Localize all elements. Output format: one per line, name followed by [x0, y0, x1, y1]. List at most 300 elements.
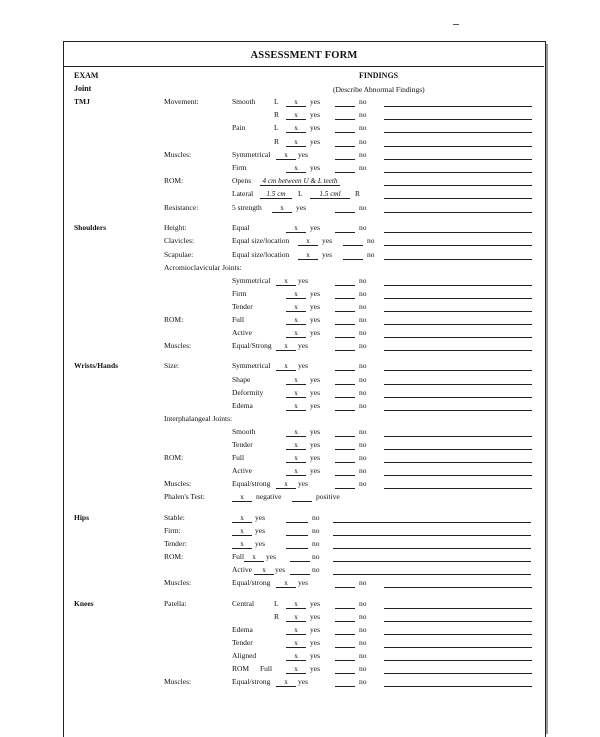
label-no: no — [359, 375, 367, 384]
answer-blank[interactable] — [286, 522, 308, 523]
label-no: no — [359, 302, 367, 311]
answer-blank[interactable] — [333, 535, 531, 536]
answer-blank[interactable] — [384, 621, 532, 622]
check-mark: x — [262, 566, 266, 574]
checked-answer-blank[interactable] — [244, 553, 264, 562]
label-yes: yes — [310, 427, 320, 436]
label-no: no — [359, 150, 367, 159]
label-R: R — [355, 189, 361, 198]
check-mark: x — [294, 111, 298, 119]
label-rom: ROM: — [164, 176, 184, 185]
section-label-tmj: TMJ — [74, 97, 90, 106]
label-aligned: Aligned — [232, 651, 257, 660]
label-full: Full — [260, 664, 273, 673]
checked-answer-blank[interactable] — [286, 454, 306, 463]
label-yes: yes — [310, 137, 320, 146]
answer-blank[interactable] — [335, 686, 355, 687]
check-mark: x — [294, 290, 298, 298]
label-rom: ROM — [232, 664, 250, 673]
answer-blank[interactable] — [384, 285, 532, 286]
checked-answer-blank[interactable] — [286, 626, 306, 635]
answer-blank[interactable] — [335, 488, 355, 489]
label-no: no — [359, 664, 367, 673]
label-firm: Firm: — [164, 526, 181, 535]
label-yes: yes — [310, 638, 320, 647]
label-yes: yes — [310, 123, 320, 132]
check-mark: x — [294, 164, 298, 172]
label-symmetrical: Symmetrical — [232, 361, 271, 370]
label-smooth: Smooth — [232, 97, 256, 106]
answer-blank[interactable] — [384, 370, 532, 371]
answer-blank[interactable] — [333, 548, 531, 549]
label-no: no — [359, 440, 367, 449]
label-no: no — [359, 289, 367, 298]
checked-answer-blank[interactable] — [232, 527, 252, 536]
checked-answer-blank[interactable] — [286, 124, 306, 133]
check-mark: x — [252, 553, 256, 561]
answer-blank[interactable] — [384, 449, 532, 450]
checked-answer-blank[interactable] — [286, 329, 306, 338]
label-yes: yes — [310, 97, 320, 106]
label-phalens: Phalen's Test: — [164, 492, 205, 501]
check-mark: x — [294, 626, 298, 634]
checked-answer-blank[interactable] — [272, 204, 292, 213]
check-mark: x — [240, 514, 244, 522]
answer-blank[interactable] — [333, 574, 531, 575]
answer-blank[interactable] — [335, 397, 355, 398]
label-no: no — [359, 276, 367, 285]
answer-blank[interactable] — [384, 172, 532, 173]
answer-blank[interactable] — [384, 587, 532, 588]
label-negative: negative — [256, 492, 282, 501]
filled-answer-lateral-l-value[interactable] — [260, 190, 292, 199]
answer-blank[interactable] — [335, 475, 355, 476]
label-no: no — [359, 638, 367, 647]
check-mark: x — [294, 224, 298, 232]
label-yes: yes — [310, 375, 320, 384]
checked-answer-blank[interactable] — [286, 138, 306, 147]
label-acromioclavicular: Acromioclavicular Joints: — [164, 263, 242, 272]
check-mark: x — [240, 527, 244, 535]
answer-blank[interactable] — [384, 119, 532, 120]
answer-blank[interactable] — [343, 259, 363, 260]
check-mark: x — [294, 665, 298, 673]
answer-blank[interactable] — [335, 410, 355, 411]
label-equal-strong: Equal/strong — [232, 479, 271, 488]
label-opens: Opens — [232, 176, 252, 185]
check-mark: x — [240, 540, 244, 548]
label-central: Central — [232, 599, 255, 608]
label-no: no — [312, 565, 320, 574]
label-yes: yes — [310, 110, 320, 119]
label-rom: ROM: — [164, 453, 184, 462]
answer-blank[interactable] — [384, 634, 532, 635]
answer-blank[interactable] — [384, 106, 532, 107]
label-no: no — [359, 361, 367, 370]
label-shape: Shape — [232, 375, 251, 384]
label-tender: Tender: — [164, 539, 187, 548]
label-yes: yes — [310, 163, 320, 172]
label-stable: Stable: — [164, 513, 185, 522]
label-active: Active — [232, 565, 252, 574]
answer-blank[interactable] — [335, 384, 355, 385]
checked-answer-blank[interactable] — [276, 480, 296, 489]
label-tender: Tender — [232, 440, 253, 449]
answer-blank[interactable] — [384, 311, 532, 312]
answer-blank[interactable] — [335, 337, 355, 338]
checked-answer-blank[interactable] — [286, 402, 306, 411]
label-no: no — [359, 315, 367, 324]
label-positive: positive — [316, 492, 340, 501]
answer-blank[interactable] — [286, 548, 308, 549]
check-mark: x — [294, 613, 298, 621]
label-no: no — [359, 625, 367, 634]
label-yes: yes — [298, 479, 308, 488]
check-mark: x — [284, 277, 288, 285]
label-pain: Pain — [232, 123, 246, 132]
answer-blank[interactable] — [286, 535, 308, 536]
answer-blank[interactable] — [335, 146, 355, 147]
answer-blank[interactable] — [335, 119, 355, 120]
answer-blank[interactable] — [290, 561, 310, 562]
check-mark: x — [294, 389, 298, 397]
checked-answer-blank[interactable] — [276, 362, 296, 371]
label-no: no — [359, 328, 367, 337]
label-yes: yes — [322, 236, 332, 245]
answer-blank[interactable] — [335, 298, 355, 299]
check-mark: x — [294, 639, 298, 647]
checked-answer-blank[interactable] — [286, 389, 306, 398]
label-tender: Tender — [232, 302, 253, 311]
answer-blank[interactable] — [292, 501, 312, 502]
findings-subheader: (Describe Abnormal Findings) — [333, 85, 425, 94]
label-no: no — [359, 223, 367, 232]
label-yes: yes — [255, 513, 265, 522]
checked-answer-blank[interactable] — [286, 441, 306, 450]
label-R: R — [274, 137, 280, 146]
checked-answer-blank[interactable] — [286, 290, 306, 299]
label-no: no — [359, 427, 367, 436]
checked-answer-blank[interactable] — [298, 237, 318, 246]
label-yes: yes — [310, 466, 320, 475]
answer-blank[interactable] — [290, 574, 310, 575]
answer-blank[interactable] — [335, 647, 355, 648]
label-L: L — [298, 189, 303, 198]
answer-blank[interactable] — [335, 634, 355, 635]
label-no: no — [359, 651, 367, 660]
checked-answer-blank[interactable] — [276, 277, 296, 286]
answer-blank[interactable] — [335, 350, 355, 351]
answer-blank[interactable] — [384, 185, 532, 186]
answer-blank[interactable] — [384, 488, 532, 489]
label-no: no — [359, 599, 367, 608]
checked-answer-blank[interactable] — [286, 639, 306, 648]
answer-blank[interactable] — [384, 436, 532, 437]
label-yes: yes — [310, 453, 320, 462]
label-scapulae: Scapulae: — [164, 250, 194, 259]
answer-blank[interactable] — [335, 212, 355, 213]
label-no: no — [312, 513, 320, 522]
label-full: Full — [232, 315, 245, 324]
checked-answer-blank[interactable] — [254, 566, 274, 575]
checked-answer-blank[interactable] — [286, 600, 306, 609]
label-muscles: Muscles: — [164, 578, 192, 587]
label-yes: yes — [255, 526, 265, 535]
label-yes: yes — [298, 150, 308, 159]
label-yes: yes — [298, 578, 308, 587]
answer-blank[interactable] — [343, 245, 363, 246]
label-no: no — [367, 250, 375, 259]
exam-header: EXAM — [74, 71, 99, 80]
check-mark: x — [294, 138, 298, 146]
label-yes: yes — [298, 276, 308, 285]
checked-answer-blank[interactable] — [276, 678, 296, 687]
label-yes: yes — [310, 664, 320, 673]
checked-answer-blank[interactable] — [286, 98, 306, 107]
checked-answer-blank[interactable] — [286, 316, 306, 325]
label-no: no — [359, 203, 367, 212]
check-mark: x — [294, 402, 298, 410]
label-muscles: Muscles: — [164, 341, 192, 350]
label-yes: yes — [310, 612, 320, 621]
answer-blank[interactable] — [384, 198, 532, 199]
label-yes: yes — [310, 223, 320, 232]
label-no: no — [359, 453, 367, 462]
label-yes: yes — [298, 361, 308, 370]
checked-answer-blank[interactable] — [286, 665, 306, 674]
label-firm: Firm — [232, 163, 247, 172]
label-L: L — [274, 97, 279, 106]
answer-blank[interactable] — [333, 522, 531, 523]
check-mark: x — [294, 428, 298, 436]
label-no: no — [312, 526, 320, 535]
label-smooth: Smooth — [232, 427, 256, 436]
section-label-knees: Knees — [74, 599, 94, 608]
checked-answer-blank[interactable] — [286, 164, 306, 173]
checked-answer-blank[interactable] — [276, 579, 296, 588]
label-R: R — [274, 612, 280, 621]
answer-blank[interactable] — [384, 337, 532, 338]
checked-answer-blank[interactable] — [286, 613, 306, 622]
label-five-strength: 5 strength — [232, 203, 262, 212]
answer-blank[interactable] — [384, 132, 532, 133]
label-active: Active — [232, 328, 252, 337]
answer-blank[interactable] — [384, 245, 532, 246]
checked-answer-blank[interactable] — [276, 342, 296, 351]
label-no: no — [359, 123, 367, 132]
label-active: Active — [232, 466, 252, 475]
label-yes: yes — [310, 599, 320, 608]
answer-blank[interactable] — [384, 608, 532, 609]
answer-blank[interactable] — [335, 132, 355, 133]
label-yes: yes — [298, 677, 308, 686]
check-mark: x — [284, 579, 288, 587]
label-yes: yes — [310, 302, 320, 311]
label-clavicles: Clavicles: — [164, 236, 194, 245]
checked-answer-blank[interactable] — [286, 467, 306, 476]
label-size: Size: — [164, 361, 179, 370]
label-yes: yes — [310, 440, 320, 449]
label-yes: yes — [322, 250, 332, 259]
label-no: no — [359, 578, 367, 587]
handwritten-value: 1.5 cm — [266, 190, 286, 198]
checked-answer-blank[interactable] — [286, 111, 306, 120]
answer-blank[interactable] — [384, 384, 532, 385]
label-no: no — [367, 236, 375, 245]
label-no: no — [312, 539, 320, 548]
label-rom: ROM: — [164, 552, 184, 561]
label-symmetrical: Symmetrical — [232, 276, 271, 285]
label-movement: Movement: — [164, 97, 199, 106]
check-mark: x — [294, 467, 298, 475]
check-mark: x — [294, 600, 298, 608]
label-symmetrical: Symmetrical — [232, 150, 271, 159]
answer-blank[interactable] — [335, 370, 355, 371]
answer-blank[interactable] — [384, 686, 532, 687]
checked-answer-blank[interactable] — [232, 540, 252, 549]
answer-blank[interactable] — [384, 660, 532, 661]
check-mark: x — [284, 362, 288, 370]
label-yes: yes — [255, 539, 265, 548]
answer-blank[interactable] — [384, 159, 532, 160]
answer-blank[interactable] — [384, 259, 532, 260]
label-resistance: Resistance: — [164, 203, 199, 212]
answer-blank[interactable] — [335, 449, 355, 450]
checked-answer-blank[interactable] — [232, 514, 252, 523]
checked-answer-blank[interactable] — [276, 151, 296, 160]
label-equal-strong: Equal/strong — [232, 677, 271, 686]
label-no: no — [359, 97, 367, 106]
label-yes: yes — [266, 552, 276, 561]
checked-answer-blank[interactable] — [298, 251, 318, 260]
label-muscles: Muscles: — [164, 677, 192, 686]
joint-header: Joint — [74, 84, 92, 93]
label-equal: Equal — [232, 223, 250, 232]
answer-blank[interactable] — [384, 298, 532, 299]
answer-blank[interactable] — [335, 587, 355, 588]
label-no: no — [359, 388, 367, 397]
label-muscles: Muscles: — [164, 479, 192, 488]
answer-blank[interactable] — [384, 475, 532, 476]
answer-blank[interactable] — [335, 660, 355, 661]
label-no: no — [359, 110, 367, 119]
answer-blank[interactable] — [335, 621, 355, 622]
label-yes: yes — [296, 203, 306, 212]
check-mark: x — [294, 316, 298, 324]
label-muscles: Muscles: — [164, 150, 192, 159]
label-equal-size-location: Equal size/location — [232, 250, 290, 259]
corner-mark — [453, 24, 459, 25]
label-patella: Patella: — [164, 599, 187, 608]
label-no: no — [359, 466, 367, 475]
label-no: no — [359, 612, 367, 621]
checked-answer-blank[interactable] — [286, 376, 306, 385]
answer-blank[interactable] — [384, 397, 532, 398]
label-equal-strong: Equal/strong — [232, 578, 271, 587]
answer-blank[interactable] — [333, 561, 531, 562]
check-mark: x — [294, 376, 298, 384]
handwritten-value: 1.5 cml — [319, 190, 341, 198]
check-mark: x — [294, 441, 298, 449]
label-no: no — [359, 137, 367, 146]
filled-answer-lateral-r-value[interactable] — [310, 190, 350, 199]
findings-header: FINDINGS — [359, 71, 399, 80]
answer-blank[interactable] — [384, 324, 532, 325]
answer-blank[interactable] — [384, 146, 532, 147]
label-firm: Firm — [232, 289, 247, 298]
checked-answer-blank[interactable] — [286, 428, 306, 437]
answer-blank[interactable] — [335, 311, 355, 312]
filled-answer-opens-value[interactable] — [260, 177, 340, 186]
label-yes: yes — [310, 651, 320, 660]
answer-blank[interactable] — [384, 673, 532, 674]
answer-blank[interactable] — [384, 410, 532, 411]
checked-answer-blank[interactable] — [286, 303, 306, 312]
label-no: no — [359, 677, 367, 686]
checked-answer-blank[interactable] — [232, 493, 252, 502]
label-tender: Tender — [232, 638, 253, 647]
label-deformity: Deformity — [232, 388, 264, 397]
form-title: ASSESSMENT FORM — [250, 50, 358, 61]
answer-blank[interactable] — [384, 212, 532, 213]
answer-blank[interactable] — [335, 462, 355, 463]
answer-blank[interactable] — [335, 608, 355, 609]
label-edema: Edema — [232, 401, 253, 410]
answer-blank[interactable] — [335, 172, 355, 173]
label-yes: yes — [310, 315, 320, 324]
answer-blank[interactable] — [335, 436, 355, 437]
label-yes: yes — [310, 328, 320, 337]
label-yes: yes — [310, 625, 320, 634]
check-mark: x — [306, 237, 310, 245]
check-mark: x — [284, 678, 288, 686]
label-no: no — [312, 552, 320, 561]
checked-answer-blank[interactable] — [286, 224, 306, 233]
checked-answer-blank[interactable] — [286, 652, 306, 661]
answer-blank[interactable] — [384, 350, 532, 351]
answer-blank[interactable] — [335, 285, 355, 286]
handwritten-value: 4 cm between U & L teeth — [262, 177, 338, 185]
label-yes: yes — [310, 401, 320, 410]
answer-blank[interactable] — [335, 324, 355, 325]
label-no: no — [359, 479, 367, 488]
answer-blank[interactable] — [384, 232, 532, 233]
check-mark: x — [294, 329, 298, 337]
label-yes: yes — [298, 341, 308, 350]
check-mark: x — [294, 98, 298, 106]
check-mark: x — [294, 454, 298, 462]
check-mark: x — [306, 251, 310, 259]
answer-blank[interactable] — [335, 673, 355, 674]
label-no: no — [359, 163, 367, 172]
label-yes: yes — [310, 289, 320, 298]
answer-blank[interactable] — [384, 647, 532, 648]
section-label-hips: Hips — [74, 513, 90, 522]
check-mark: x — [284, 151, 288, 159]
check-mark: x — [280, 204, 284, 212]
answer-blank[interactable] — [335, 106, 355, 107]
answer-blank[interactable] — [335, 232, 355, 233]
label-edema: Edema — [232, 625, 253, 634]
check-mark: x — [294, 124, 298, 132]
answer-blank[interactable] — [335, 159, 355, 160]
label-no: no — [359, 341, 367, 350]
label-yes: yes — [310, 388, 320, 397]
label-height: Height: — [164, 223, 187, 232]
label-no: no — [359, 401, 367, 410]
check-mark: x — [294, 652, 298, 660]
answer-blank[interactable] — [384, 462, 532, 463]
